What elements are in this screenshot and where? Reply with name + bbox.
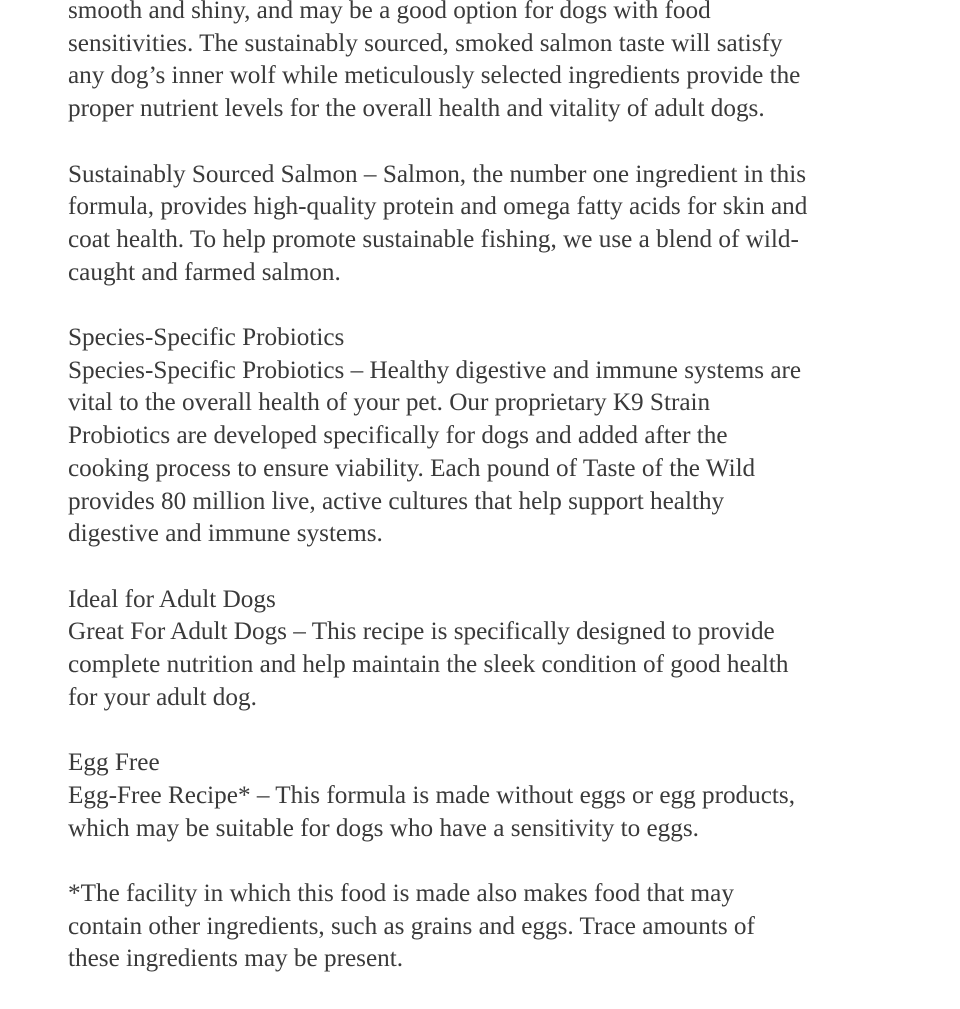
text-line: complete nutrition and help maintain the sleek condition of good health [68,651,789,679]
text-line: provides 80 million live, active cultures that help support healthy [68,487,725,515]
text-line: smooth and shiny, and may be a good option for dogs with food [68,0,711,24]
adult-dogs-title: Ideal for Adult Dogs [68,585,276,613]
probiotics-title: Species-Specific Probiotics [68,324,345,351]
text-line: cooking process to ensure viability. Each pound of Taste of the Wild [68,454,756,482]
probiotics-section [68,322,948,551]
product-description [68,0,948,1009]
text-line: Sustainably Sourced Salmon – Salmon, the number one ingredient in this [68,160,807,188]
text-line: any dog’s inner wolf while meticulously selected ingredients provide the [68,62,801,90]
text-line: caught and farmed salmon. [68,258,341,286]
text-line: which may be suitable for dogs who have a sensitivity to eggs. [68,814,699,842]
text-line: Great For Adult Dogs – This recipe is specifically designed to provide [68,618,775,646]
salmon-paragraph [68,159,948,290]
text-line: formula, provides high-quality protein and omega fatty acids for skin and [68,193,808,221]
intro-paragraph [68,0,948,126]
text-line: Species-Specific Probiotics – Healthy digestive and immune systems are [68,356,802,384]
text-line: digestive and immune systems. [68,520,383,548]
text-line: proper nutrient levels for the overall health and vitality of adult dogs. [68,95,765,123]
text-line: Egg-Free Recipe* – This formula is made without eggs or egg products, [68,781,796,809]
text-line: vital to the overall health of your pet. Our proprietary K9 Strain [68,389,711,417]
text-line: coat health. To help promote sustainable fishing, we use a blend of wild- [68,225,799,253]
adult-dogs-section [68,584,948,715]
text-line: *The facility in which this food is made also makes food that may [68,879,734,907]
text-line: Probiotics are developed specifically for dogs and added after the [68,422,728,450]
egg-free-title: Egg Free [68,749,160,777]
text-line: sensitivities. The sustainably sourced, smoked salmon taste will satisfy [68,29,783,57]
text-line: contain other ingredients, such as grains and eggs. Trace amounts of [68,912,755,940]
text-line: for your adult dog. [68,683,257,711]
footnote [68,878,948,976]
text-line: these ingredients may be present. [68,945,404,973]
egg-free-section [68,747,948,845]
